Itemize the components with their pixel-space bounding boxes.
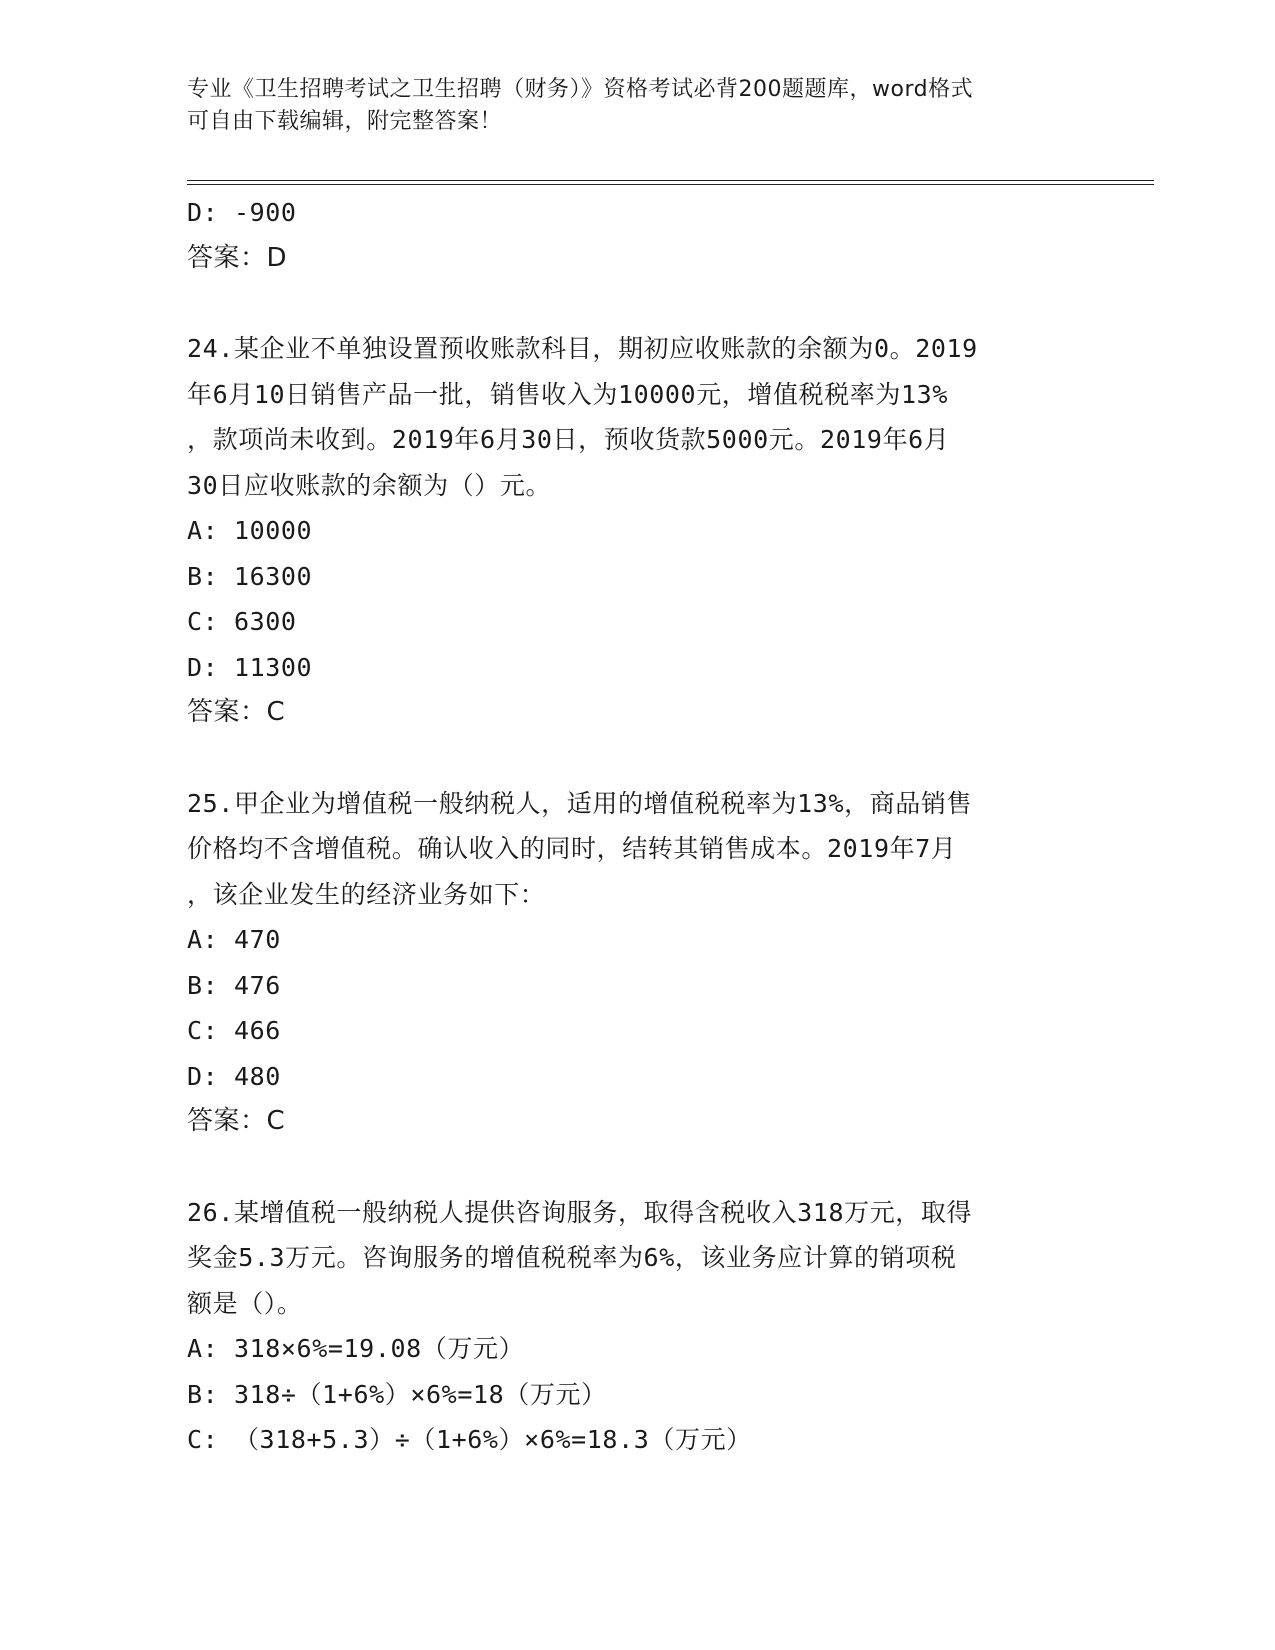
question-25-option-d: D: 480 (187, 1061, 281, 1091)
question-26-line-2: 奖金5.3万元。咨询服务的增值税税率为6%，该业务应计算的销项税 (187, 1243, 957, 1272)
question-26-option-a: A: 318×6%=19.08（万元） (187, 1334, 525, 1363)
question-25 (187, 781, 1087, 1145)
question-25-option-b: B: 476 (187, 970, 281, 1000)
question-24-option-d: D: 11300 (187, 652, 313, 682)
spacer (187, 1145, 1087, 1190)
question-26 (187, 1190, 1087, 1463)
question-24-answer: 答案：C (187, 697, 286, 727)
header-divider-top (187, 180, 1154, 181)
question-content (187, 190, 1087, 1463)
question-25-line-1: 25.甲企业为增值税一般纳税人，适用的增值税税率为13%，商品销售 (187, 788, 973, 818)
question-26-line-1: 26.某增值税一般纳税人提供咨询服务，取得含税收入318万元，取得 (187, 1197, 973, 1227)
document-header (187, 74, 1067, 138)
question-24-option-c: C: 6300 (187, 607, 297, 636)
question-24-line-1: 24.某企业不单独设置预收账款科目，期初应收账款的余额为0。2019 (187, 334, 978, 363)
question-25-answer: 答案：C (187, 1106, 286, 1136)
question-24-line-2: 年6月10日销售产品一批，销售收入为10000元，增值税税率为13% (187, 379, 948, 409)
question-25-line-3: ，该企业发生的经济业务如下： (187, 879, 546, 909)
question-24-line-3: ，款项尚未收到。2019年6月30日，预收货款5000元。2019年6月 (187, 425, 950, 454)
spacer (187, 736, 1087, 781)
question-26-option-c: C: （318+5.3）÷（1+6%）×6%=18.3（万元） (187, 1425, 752, 1454)
header-divider-bottom (187, 184, 1154, 185)
question-24-line-4: 30日应收账款的余额为（）元。 (187, 470, 552, 500)
question-25-option-a: A: 470 (187, 925, 281, 954)
question-24-option-a: A: 10000 (187, 516, 313, 545)
spacer (187, 281, 1087, 326)
question-25-option-c: C: 466 (187, 1016, 281, 1045)
header-line-2: 可自由下载编辑，附完整答案！ (187, 109, 503, 134)
question-26-option-b: B: 318÷（1+6%）×6%=18（万元） (187, 1379, 607, 1409)
question-24 (187, 326, 1087, 736)
header-line-1: 专业《卫生招聘考试之卫生招聘（财务）》资格考试必背200题题库，word格式 (187, 77, 974, 102)
prev-option-d: D: -900 (187, 198, 297, 227)
question-26-line-3: 额是（）。 (187, 1288, 303, 1318)
question-25-line-2: 价格均不含增值税。确认收入的同时，结转其销售成本。2019年7月 (187, 834, 957, 863)
question-24-option-b: B: 16300 (187, 561, 313, 591)
prev-answer: 答案：D (187, 242, 288, 273)
